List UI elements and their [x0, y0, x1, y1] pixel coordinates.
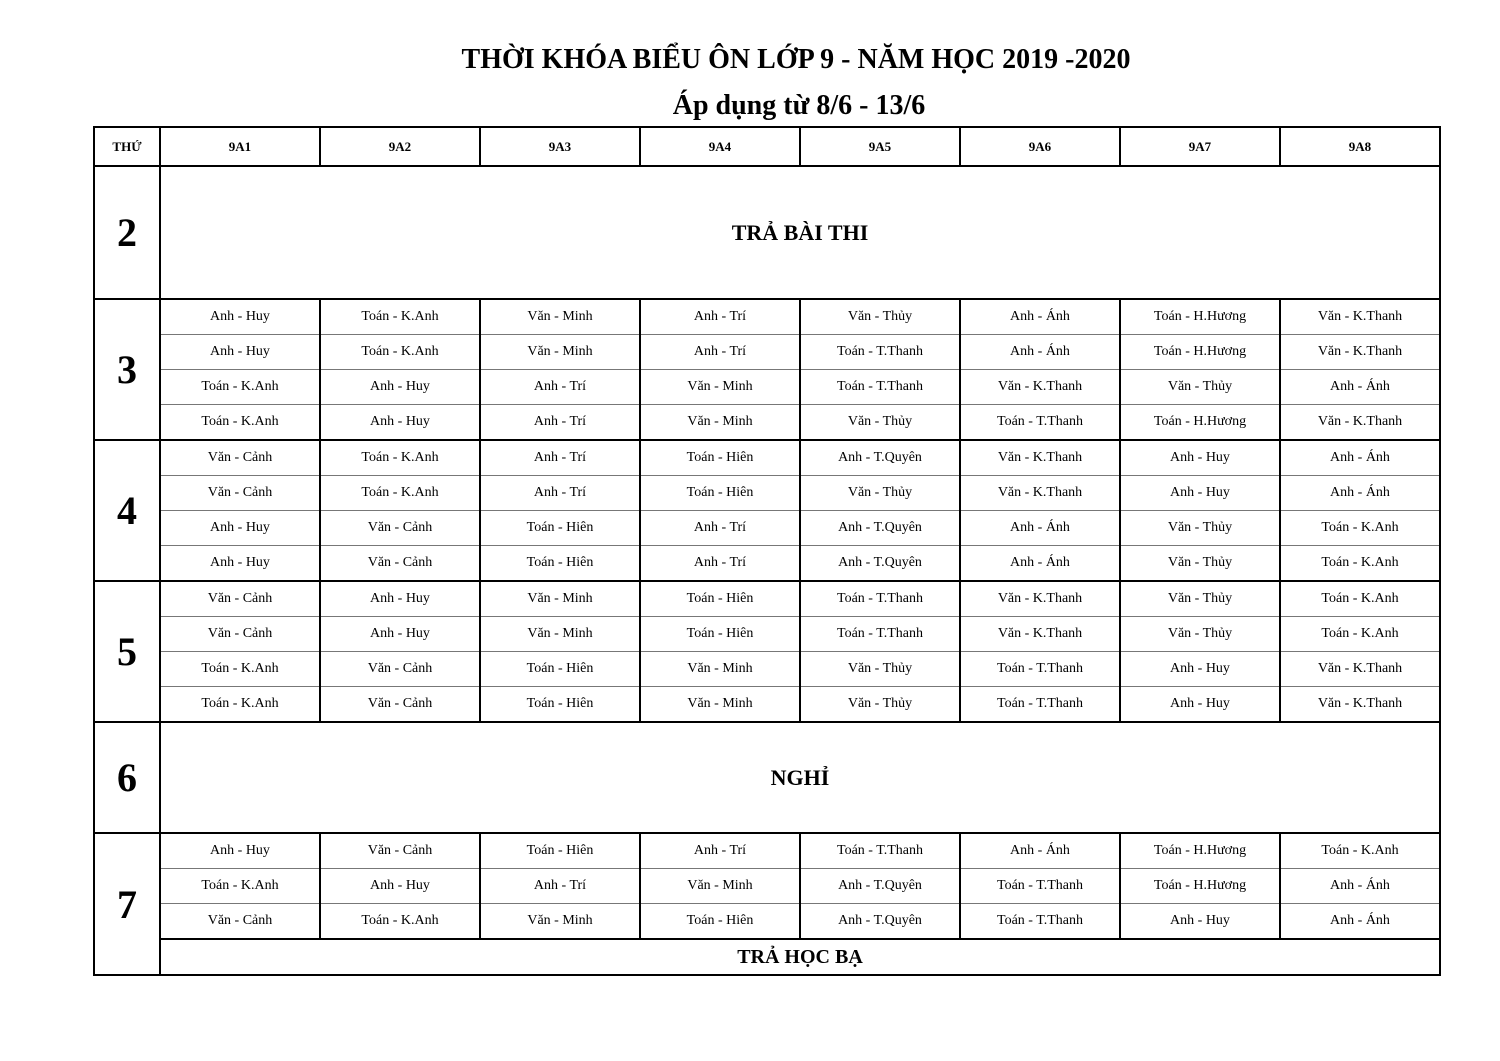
lesson-cell: Văn - Minh — [480, 581, 640, 617]
lesson-cell: Văn - Minh — [480, 904, 640, 940]
lesson-cell: Anh - Trí — [640, 335, 800, 370]
lesson-cell: Toán - T.Thanh — [960, 687, 1120, 723]
lesson-cell: Toán - K.Anh — [160, 687, 320, 723]
lesson-cell: Văn - Thủy — [1120, 617, 1280, 652]
lesson-cell: Toán - H.Hương — [1120, 869, 1280, 904]
lesson-cell: Anh - Trí — [480, 476, 640, 511]
lesson-cell: Toán - K.Anh — [1280, 617, 1440, 652]
lesson-cell: Anh - T.Quyên — [800, 440, 960, 476]
lesson-cell: Anh - Ánh — [960, 511, 1120, 546]
lesson-cell: Toán - T.Thanh — [960, 652, 1120, 687]
lesson-cell: Văn - K.Thanh — [960, 440, 1120, 476]
lesson-cell: Văn - Minh — [640, 370, 800, 405]
lesson-cell: Văn - Minh — [640, 869, 800, 904]
lesson-cell: Văn - K.Thanh — [1280, 687, 1440, 723]
lesson-cell: Toán - Hiên — [640, 440, 800, 476]
lesson-cell: Anh - Huy — [320, 617, 480, 652]
lesson-cell: Văn - Thủy — [800, 652, 960, 687]
lesson-cell: Văn - K.Thanh — [1280, 299, 1440, 335]
day-row — [94, 722, 1440, 833]
lesson-cell: Toán - Hiên — [640, 476, 800, 511]
day-label: 6 — [94, 722, 160, 833]
table-row — [94, 617, 1440, 652]
lesson-cell: Văn - Cảnh — [320, 652, 480, 687]
lesson-cell: Toán - Hiên — [480, 833, 640, 869]
lesson-cell: Văn - Cảnh — [320, 546, 480, 582]
lesson-cell: Anh - Huy — [320, 370, 480, 405]
day-label: 4 — [94, 440, 160, 581]
lesson-cell: Anh - Ánh — [960, 335, 1120, 370]
lesson-cell: Anh - Trí — [480, 405, 640, 441]
lesson-cell: Toán - K.Anh — [320, 904, 480, 940]
lesson-cell: Văn - Minh — [480, 299, 640, 335]
lesson-cell: Văn - Cảnh — [160, 617, 320, 652]
table-row — [94, 440, 1440, 476]
lesson-cell: Văn - Thủy — [800, 687, 960, 723]
lesson-cell: Toán - H.Hương — [1120, 833, 1280, 869]
lesson-cell: Anh - T.Quyên — [800, 511, 960, 546]
lesson-cell: Anh - Trí — [640, 299, 800, 335]
lesson-cell: Anh - Huy — [1120, 476, 1280, 511]
lesson-cell: Anh - Ánh — [1280, 869, 1440, 904]
lesson-cell: Văn - Thủy — [1120, 546, 1280, 582]
lesson-cell: Toán - T.Thanh — [800, 617, 960, 652]
lesson-cell: Anh - Trí — [480, 869, 640, 904]
lesson-cell: Toán - K.Anh — [1280, 546, 1440, 582]
header-class: 9A1 — [160, 127, 320, 166]
lesson-cell: Anh - Huy — [160, 546, 320, 582]
header-row — [94, 127, 1440, 166]
header-class: 9A6 — [960, 127, 1120, 166]
day-label: 2 — [94, 166, 160, 299]
lesson-cell: Toán - K.Anh — [1280, 511, 1440, 546]
lesson-cell: Văn - K.Thanh — [960, 476, 1120, 511]
lesson-cell: Anh - Trí — [480, 370, 640, 405]
lesson-cell: Toán - Hiên — [480, 546, 640, 582]
lesson-cell: Văn - Thủy — [800, 405, 960, 441]
lesson-cell: Toán - K.Anh — [320, 440, 480, 476]
day-label: 5 — [94, 581, 160, 722]
lesson-cell: Anh - Huy — [1120, 652, 1280, 687]
lesson-cell: Toán - K.Anh — [320, 476, 480, 511]
lesson-cell: Toán - T.Thanh — [960, 869, 1120, 904]
lesson-cell: Anh - Ánh — [960, 299, 1120, 335]
lesson-cell: Anh - Huy — [160, 335, 320, 370]
day-row — [94, 166, 1440, 299]
lesson-cell: Anh - Trí — [640, 546, 800, 582]
lesson-cell: Văn - K.Thanh — [960, 581, 1120, 617]
lesson-cell: Anh - Huy — [160, 833, 320, 869]
lesson-cell: Toán - K.Anh — [160, 869, 320, 904]
table-row — [94, 904, 1440, 940]
lesson-cell: Toán - Hiên — [640, 617, 800, 652]
header-class: 9A7 — [1120, 127, 1280, 166]
lesson-cell: Văn - Thủy — [1120, 511, 1280, 546]
page-title: THỜI KHÓA BIỂU ÔN LỚP 9 - NĂM HỌC 2019 -2020 — [461, 44, 1131, 75]
table-row — [94, 652, 1440, 687]
day-footer: TRẢ HỌC BẠ — [160, 939, 1440, 975]
timetable — [93, 126, 1441, 976]
header-day: THỨ — [94, 127, 160, 166]
day-label: 7 — [94, 833, 160, 975]
lesson-cell: Toán - H.Hương — [1120, 405, 1280, 441]
lesson-cell: Anh - Huy — [1120, 687, 1280, 723]
lesson-cell: Văn - Thủy — [1120, 370, 1280, 405]
lesson-cell: Văn - K.Thanh — [960, 617, 1120, 652]
table-row — [94, 869, 1440, 904]
table-row — [94, 511, 1440, 546]
table-row — [94, 833, 1440, 869]
header-class: 9A5 — [800, 127, 960, 166]
lesson-cell: Văn - Cảnh — [160, 476, 320, 511]
lesson-cell: Anh - Trí — [640, 511, 800, 546]
lesson-cell: Văn - Cảnh — [320, 833, 480, 869]
lesson-cell: Anh - Ánh — [1280, 476, 1440, 511]
lesson-cell: Toán - K.Anh — [320, 299, 480, 335]
table-row — [94, 476, 1440, 511]
lesson-cell: Văn - Minh — [640, 687, 800, 723]
lesson-cell: Văn - Minh — [640, 652, 800, 687]
table-row — [94, 546, 1440, 582]
lesson-cell: Văn - Thủy — [1120, 581, 1280, 617]
header-class: 9A3 — [480, 127, 640, 166]
lesson-cell: Văn - K.Thanh — [1280, 405, 1440, 441]
lesson-cell: Anh - T.Quyên — [800, 546, 960, 582]
lesson-cell: Toán - T.Thanh — [960, 904, 1120, 940]
lesson-cell: Toán - H.Hương — [1120, 335, 1280, 370]
lesson-cell: Anh - Ánh — [1280, 370, 1440, 405]
lesson-cell: Anh - Huy — [320, 405, 480, 441]
lesson-cell: Anh - Trí — [640, 833, 800, 869]
footer-row — [94, 939, 1440, 975]
table-row — [94, 581, 1440, 617]
lesson-cell: Văn - K.Thanh — [1280, 652, 1440, 687]
header-class: 9A8 — [1280, 127, 1440, 166]
lesson-cell: Văn - Cảnh — [160, 581, 320, 617]
header-class: 9A2 — [320, 127, 480, 166]
lesson-cell: Văn - Cảnh — [160, 440, 320, 476]
header-class: 9A4 — [640, 127, 800, 166]
lesson-cell: Toán - K.Anh — [160, 405, 320, 441]
lesson-cell: Toán - T.Thanh — [800, 581, 960, 617]
lesson-cell: Anh - Trí — [480, 440, 640, 476]
day-label: 3 — [94, 299, 160, 440]
table-row — [94, 687, 1440, 723]
lesson-cell: Toán - T.Thanh — [800, 370, 960, 405]
lesson-cell: Văn - K.Thanh — [1280, 335, 1440, 370]
lesson-cell: Toán - Hiên — [480, 687, 640, 723]
lesson-cell: Anh - T.Quyên — [800, 869, 960, 904]
lesson-cell: Toán - K.Anh — [1280, 833, 1440, 869]
lesson-cell: Văn - Cảnh — [320, 687, 480, 723]
lesson-cell: Toán - T.Thanh — [800, 335, 960, 370]
lesson-cell: Anh - Huy — [320, 581, 480, 617]
lesson-cell: Toán - K.Anh — [320, 335, 480, 370]
lesson-cell: Toán - T.Thanh — [800, 833, 960, 869]
lesson-cell: Văn - Cảnh — [320, 511, 480, 546]
lesson-cell: Anh - Ánh — [960, 546, 1120, 582]
lesson-cell: Toán - H.Hương — [1120, 299, 1280, 335]
lesson-cell: Anh - Ánh — [960, 833, 1120, 869]
lesson-cell: Văn - Minh — [480, 335, 640, 370]
lesson-cell: Văn - K.Thanh — [960, 370, 1120, 405]
lesson-cell: Anh - Huy — [160, 299, 320, 335]
lesson-cell: Văn - Thủy — [800, 476, 960, 511]
lesson-cell: Anh - Huy — [1120, 440, 1280, 476]
lesson-cell: Toán - Hiên — [480, 511, 640, 546]
table-row — [94, 370, 1440, 405]
lesson-cell: Toán - K.Anh — [160, 370, 320, 405]
table-row — [94, 299, 1440, 335]
lesson-cell: Anh - Huy — [1120, 904, 1280, 940]
lesson-cell: Anh - Huy — [160, 511, 320, 546]
lesson-cell: Văn - Thủy — [800, 299, 960, 335]
lesson-cell: Anh - Ánh — [1280, 904, 1440, 940]
lesson-cell: Anh - T.Quyên — [800, 904, 960, 940]
lesson-cell: Toán - Hiên — [640, 904, 800, 940]
table-row — [94, 405, 1440, 441]
lesson-cell: Văn - Minh — [480, 617, 640, 652]
lesson-cell: Toán - K.Anh — [1280, 581, 1440, 617]
lesson-cell: Văn - Minh — [640, 405, 800, 441]
page-subtitle: Áp dụng từ 8/6 - 13/6 — [672, 90, 926, 121]
day-banner: NGHỈ — [160, 722, 1440, 833]
lesson-cell: Toán - Hiên — [480, 652, 640, 687]
table-row — [94, 335, 1440, 370]
lesson-cell: Toán - T.Thanh — [960, 405, 1120, 441]
day-banner: TRẢ BÀI THI — [160, 166, 1440, 299]
lesson-cell: Toán - Hiên — [640, 581, 800, 617]
lesson-cell: Văn - Cảnh — [160, 904, 320, 940]
lesson-cell: Anh - Ánh — [1280, 440, 1440, 476]
lesson-cell: Toán - K.Anh — [160, 652, 320, 687]
lesson-cell: Anh - Huy — [320, 869, 480, 904]
